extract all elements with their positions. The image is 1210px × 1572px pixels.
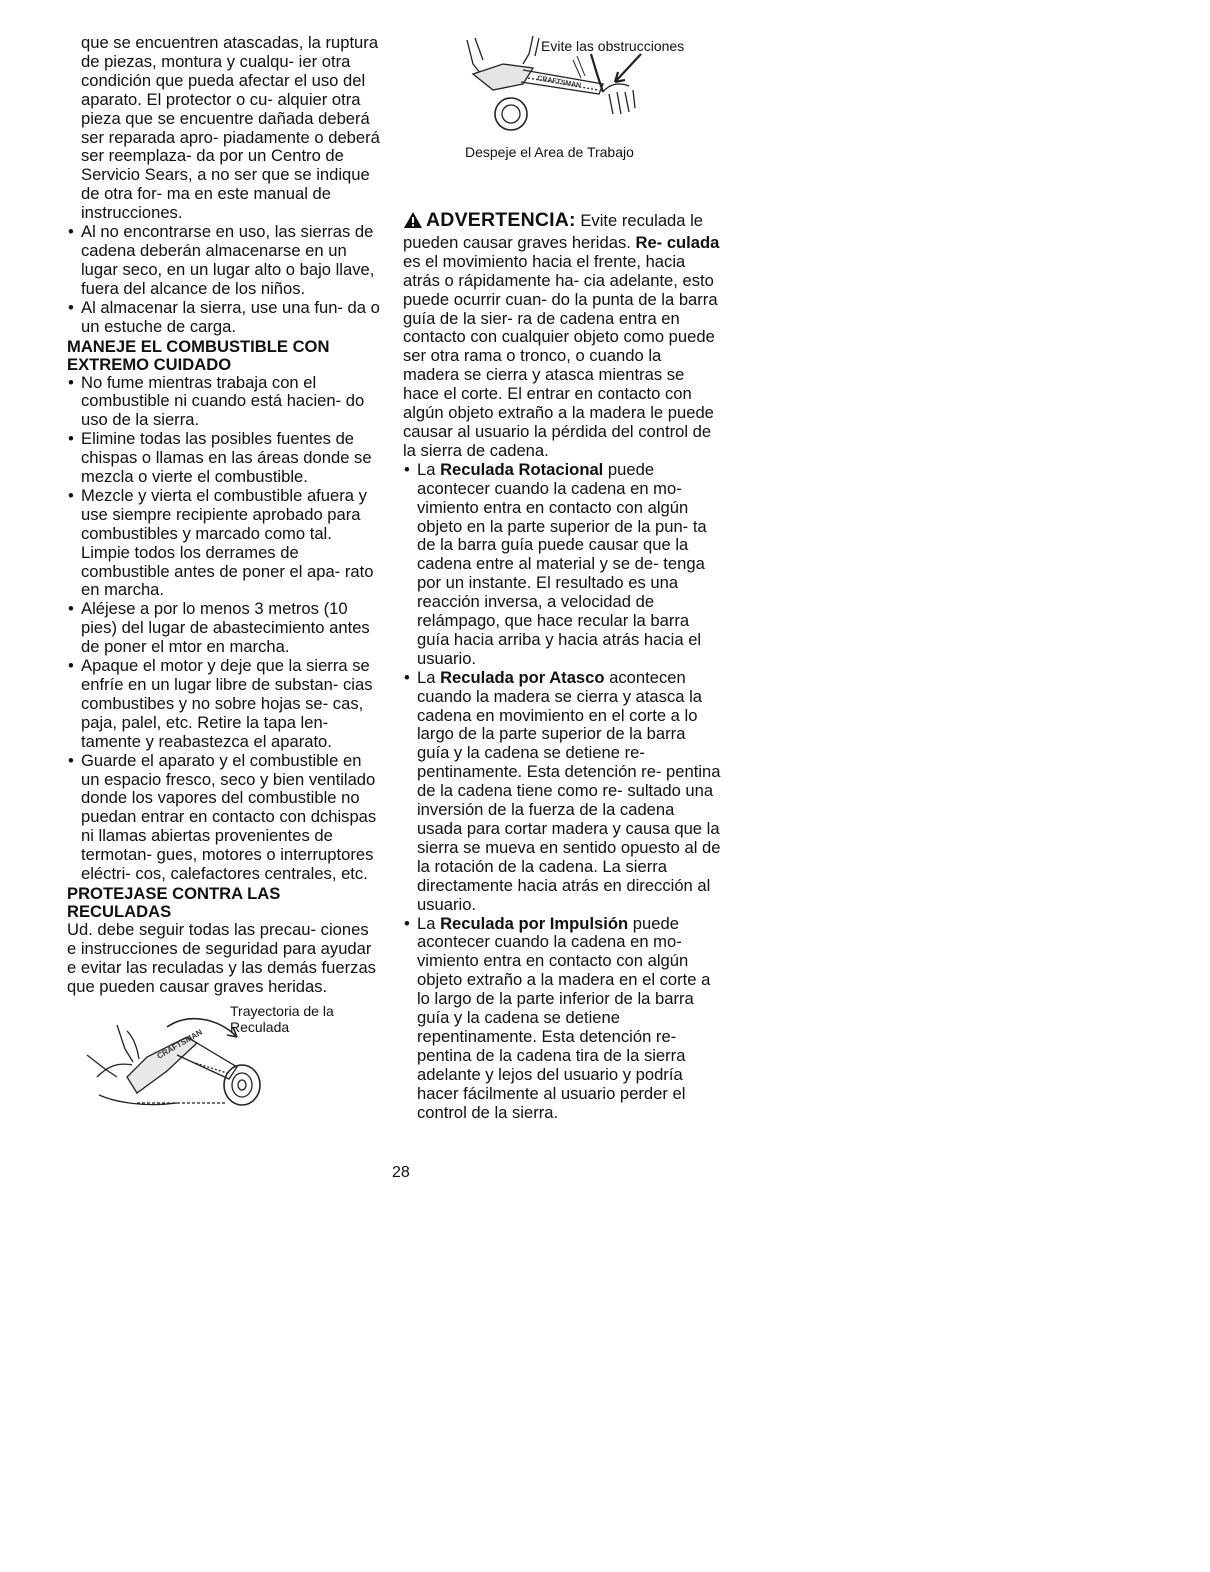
warning-triangle-icon	[403, 211, 423, 234]
list-item: • No fume mientras trabaja con el combustible ni cuando está hacien- do uso de la sierra.	[67, 374, 382, 431]
clear-work-area-caption: Despeje el Area de Trabajo	[465, 144, 634, 160]
list-item	[403, 461, 721, 669]
fuel-section-heading: MANEJE EL COMBUSTIBLE CON EXTREMO CUIDADO	[67, 336, 330, 374]
saw-brand-label: CRAFTSMAN	[155, 1027, 204, 1061]
bullet-prefix: La	[417, 667, 441, 687]
list-item: • Mezcle y vierta el combustible afuera y use siempre recipiente aprobado para combustibles y marcado como tal. Limpie todos los derrames de combustible antes de poner el apa- rato en marcha.	[67, 487, 382, 600]
left-column	[67, 34, 382, 1111]
saw-brand-label: CRAFTSMAN	[536, 75, 582, 90]
clear-work-area-figure	[453, 34, 721, 164]
bullet-prefix: La	[417, 913, 441, 933]
list-item	[403, 669, 721, 915]
bullet-term: Reculada por Impulsión	[440, 913, 629, 933]
intro-paragraph: que se encuentren atascadas, la ruptura de piezas, montura y cualqu- ier otra condición que pueda afectar el uso del aparato. El protector o cu- alquier otra pieza que se encuentre dañada deberá ser reparada apro- piadamente o deberá ser reemplaza- da por un Centro de Servicio Sears, a no ser que se indique de otra for- ma en este manual de instrucciones.	[81, 33, 380, 223]
warning-title: ADVERTENCIA:	[426, 209, 576, 231]
kickback-path-figure	[67, 1003, 382, 1111]
storage-bullet-list	[67, 223, 382, 336]
fuel-bullet-list	[67, 374, 382, 884]
list-item: • Al almacenar la sierra, use una fun- da o un estuche de carga.	[67, 299, 382, 337]
bullet-text: puede acontecer cuando la cadena en mo- vimiento entra en contacto con algún objeto extraño a la madera en el corte a lo largo de la parte inferior de la barra guía y la cadena se detiene repentinamente. Esta detención re- pentina de la cadena tira de la sierra adelante y lejos del usuario y podría hacer fácilmente al usuario perder el control de la sierra.	[417, 913, 711, 1122]
kickback-types-list	[403, 461, 721, 1123]
bullet-prefix: La	[417, 459, 441, 479]
label-line: Reculada	[230, 1018, 290, 1035]
warning-paragraph	[403, 211, 721, 461]
list-item: • Apaque el motor y deje que la sierra se enfríe en un lugar libre de substan- cias combustibes y no sobre hojas se- cas, paja, palel, etc. Retire la tapa len- tamente y reabastezca el aparato.	[67, 657, 382, 752]
bullet-term: Reculada Rotacional	[440, 459, 604, 479]
kickback-intro-paragraph: Ud. debe seguir todas las precau- ciones e instrucciones de seguridad para ayudar e evitar las reculadas y las demás fuerzas que pueden causar graves heridas.	[67, 919, 376, 996]
kickback-section-heading: PROTEJASE CONTRA LAS RECULADAS	[67, 883, 281, 921]
kickback-path-label	[230, 1003, 334, 1035]
warning-body-text: es el movimiento hacia el frente, hacia atrás o rápidamente ha- cia adelante, esto puede ocurrir cuan- do la punta de la barra guía de la sier- ra de cadena entra en contacto con cualquier objeto como puede ser otra rama o tronco, o cuando la madera se cierra y atasca mientras se hace el corte. El entrar en contacto con algún objeto extraño a la madera le puede causar al usuario la pérdida del control de la sierra de cadena.	[403, 251, 718, 460]
list-item: • Al no encontrarse en uso, las sierras de cadena deberán almacenarse en un lugar seco, en un lugar alto o bajo llave, fuera del alcance de los niños.	[67, 223, 382, 299]
list-item	[403, 915, 721, 1123]
bullet-text: acontecen cuando la madera se cierra y atasca la cadena en movimiento en el corte a lo largo de la parte superior de la barra guía y la cadena se detiene re- pentinamente. Esta detención re- pentina de la cadena tiene como re- sultado una inversión de la fuerza de la cadena usada para cortar madera y causa que la sierra se mueva en sentido opuesto al de la rotación de la cadena. La sierra directamente hacia atrás en dirección al usuario.	[417, 667, 721, 914]
warning-term: Re- culada	[635, 232, 720, 252]
bullet-text: puede acontecer cuando la cadena en mo- vimiento entra en contacto con algún objeto en la parte superior de la pun- ta de la barra guía puede causar que la cadena entre al material y se de- tenga por un instante. El resultado es una reacción inversa, a velocidad de relámpago, que hace recular la barra guía hacia arriba y hacia atrás hacia el usuario.	[417, 459, 707, 668]
list-item: • Elimine todas las posibles fuentes de chispas o llamas en las áreas donde se mezcla o vierte el combustible.	[67, 430, 382, 487]
page-number: 28	[392, 1164, 410, 1181]
label-line: Trayectoria de la	[230, 1002, 334, 1019]
warning-lead-text: Evite reculada le pueden causar graves heridas.	[403, 211, 704, 252]
bullet-term: Reculada por Atasco	[440, 667, 605, 687]
list-item: • Guarde el aparato y el combustible en un espacio fresco, seco y bien ventilado donde los vapores del combustible no puedan entrar en contacto con dchispas ni llamas abiertas provenientes de termotan- gues, motores o interruptores eléctri- cos, calefactores centrales, etc.	[67, 752, 382, 884]
avoid-obstructions-label: Evite las obstrucciones	[541, 38, 685, 54]
list-item: • Aléjese a por lo menos 3 metros (10 pies) del lugar de abastecimiento antes de poner el mtor en marcha.	[67, 600, 382, 657]
right-column	[403, 34, 721, 1123]
